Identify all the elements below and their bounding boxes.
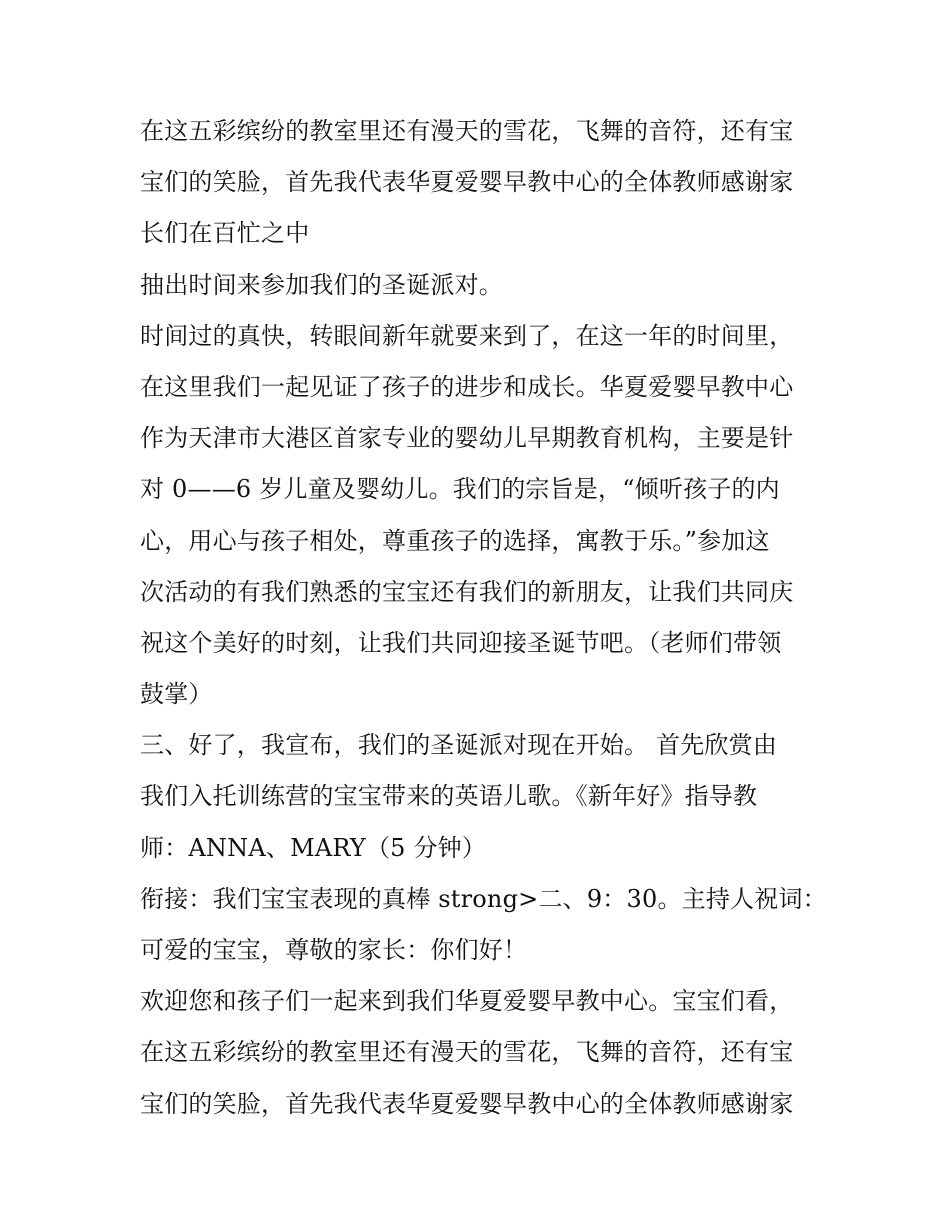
text-line: 作为天津市大港区首家专业的婴幼儿早期教育机构，主要是针 — [140, 424, 794, 453]
text-line: 对 0——6 岁儿童及婴幼儿。我们的宗旨是，“倾听孩子的内 — [140, 475, 780, 504]
text-line: 抽出时间来参加我们的圣诞派对。 — [140, 270, 503, 299]
text-line: 衔接：我们宝宝表现的真棒 strong>二、9：30。主持人祝词： — [140, 884, 827, 913]
text-line: 我们入托训练营的宝宝带来的英语儿歌。《新年好》指导教 — [140, 782, 758, 811]
text-line: 宝们的笑脸，首先我代表华夏爱婴早教中心的全体教师感谢家 — [140, 1089, 794, 1118]
text-line: 宝们的笑脸，首先我代表华夏爱婴早教中心的全体教师感谢家 — [140, 168, 794, 197]
text-line: 在这五彩缤纷的教室里还有漫天的雪花，飞舞的音符，还有宝 — [140, 1038, 794, 1067]
text-line: 三、好了，我宣布，我们的圣诞派对现在开始。 首先欣赏由 — [140, 731, 778, 760]
text-line: 鼓掌） — [140, 680, 213, 709]
document-body — [140, 106, 827, 1130]
text-line: 师：ANNA、MARY（5 分钟） — [140, 833, 487, 862]
text-line: 在这五彩缤纷的教室里还有漫天的雪花，飞舞的音符，还有宝 — [140, 117, 794, 145]
text-line: 心，用心与孩子相处，尊重孩子的选择，寓教于乐。”参加这 — [140, 526, 770, 555]
text-line: 次活动的有我们熟悉的宝宝还有我们的新朋友，让我们共同庆 — [140, 577, 794, 606]
text-line: 祝这个美好的时刻，让我们共同迎接圣诞节吧。（老师们带领 — [140, 628, 782, 657]
text-line: 长们在百忙之中 — [140, 219, 310, 248]
text-line: 时间过的真快，转眼间新年就要来到了，在这一年的时间里， — [140, 321, 794, 350]
text-line: 在这里我们一起见证了孩子的进步和成长。华夏爱婴早教中心 — [140, 372, 794, 401]
text-line: 可爱的宝宝，尊敬的家长：你们好！ — [140, 936, 528, 964]
text-line: 欢迎您和孩子们一起来到我们华夏爱婴早教中心。宝宝们看， — [140, 987, 794, 1016]
